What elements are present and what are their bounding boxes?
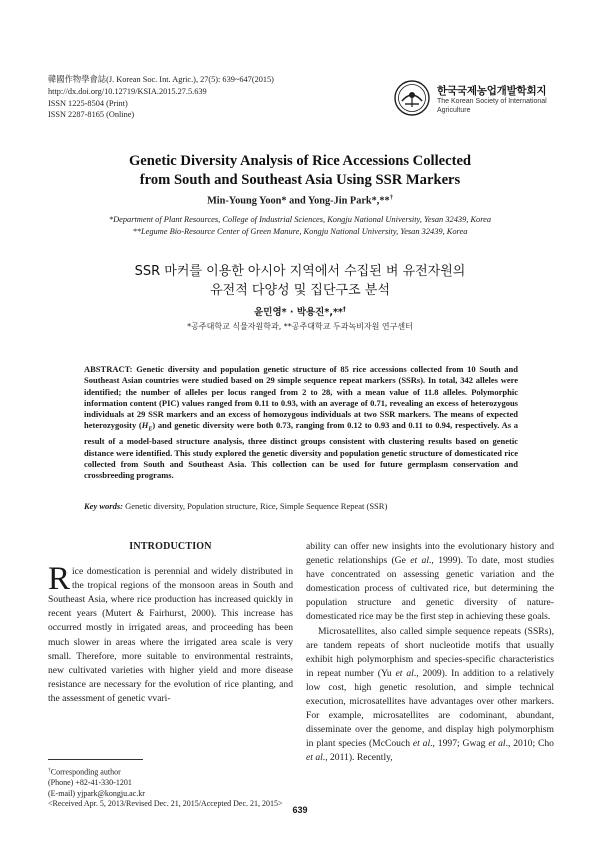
korean-author-names: 윤민영* · 박용진*,** xyxy=(254,307,343,318)
intro-paragraph-2 xyxy=(306,625,554,766)
body-column-left xyxy=(48,540,293,706)
author-names: Min-Young Yoon* and Yong-Jin Park*,** xyxy=(207,195,390,207)
abstract-text-1: Genetic diversity and population genetic structure of 85 rice accessions collected from 10 South and Southeast Asian countries were studied based on 29 simple sequence repeat markers (SSRs). In total, 342 alleles were identified; the number of alleles per locus ranged from 2 to 28, with a mean value of 11.8 alleles. Polymorphic information content (PIC) values ranged from 0.11 to 0.93, with an average of 0.71, revealing an excess of heterozygous individuals at 29 SSR markers and an excess of homozygous individuals at two SSR markers. The means of expected heterozygosity ( xyxy=(84,364,518,431)
korean-authors xyxy=(0,304,600,318)
intro-paragraph-2-b: ., 2009). In addition to a relatively low cost, high genetic resolution, and simple technical execution, microsatellites have advantages over other markers. For example, microsatellites are codominant, abundant, disseminate over the genome, and display high polymorphism in plant species (McCouch xyxy=(306,667,554,750)
article-title-line2: from South and Southeast Asia Using SSR Markers xyxy=(139,171,461,188)
intro-paragraph-1-continued xyxy=(306,540,554,625)
article-authors xyxy=(0,194,600,206)
korean-title xyxy=(0,262,600,300)
footnote xyxy=(48,765,283,810)
issn-online: ISSN 2287-8165 (Online) xyxy=(48,110,135,120)
intro-paragraph-1-end: ., 1999). To date, most studies have concentrated on assessing genetic variation and the domestication process of cultivated rice, but determining the population structure and genetic diversity of nature-domesticated rice may be the first step in achieving these goals. xyxy=(306,555,554,623)
doi-link[interactable]: http://dx.doi.org/10.12719/KSIA.2015.27.5.639 xyxy=(48,86,207,96)
intro-paragraph-2-e: ., 2011). Recently, xyxy=(322,752,393,764)
corresponding-mark: † xyxy=(389,194,393,201)
keywords xyxy=(84,501,518,512)
citation-etal-2: et al xyxy=(395,667,414,679)
intro-paragraph-1-continued-text: ability can offer new insights into the evolutionary history and genetic relationships (Ge xyxy=(306,541,554,567)
intro-paragraph-2-a: Microsatellites, also called simple sequence repeats (SSRs), are tandem repeats of short nucleotide motifs that usually exhibit high polymorphism and species-specific characteristics in repeat number (Yu xyxy=(306,625,554,679)
society-logo xyxy=(394,80,564,120)
drop-cap: R xyxy=(48,561,71,598)
affiliation-2: **Legume Bio-Resource Center of Green Manure, Kongju National University, Yesan 32439, Korea xyxy=(132,227,468,237)
body-column-right xyxy=(306,540,554,766)
society-english-name: The Korean Society of International Agriculture xyxy=(437,98,547,114)
keywords-text: Genetic diversity, Population structure, Rice, Simple Sequence Repeat (SSR) xyxy=(125,501,388,511)
korean-corresponding-mark: † xyxy=(342,305,346,313)
abstract-text-2: ) and genetic diversity were both 0.73, ranging from 0.12 to 0.93 and 0.11 to 0.94, respectively. As a result of a model-based structure analysis, three distinct groups consistent with clustering results based on genetic distance were identified. This study explored the genetic diversity and population genetic structure of domesticated rice collected from South and Southeast Asia. This collection can be used for future germplasm conservation and crossbreeding programs. xyxy=(84,420,518,481)
korean-title-line1: SSR 마커를 이용한 아시아 지역에서 수집된 벼 유전자원의 xyxy=(134,264,466,279)
journal-header xyxy=(48,74,274,121)
footnote-divider xyxy=(48,759,143,760)
abstract-label: ABSTRACT: xyxy=(84,364,133,374)
article-title xyxy=(0,152,600,189)
section-heading-introduction: INTRODUCTION xyxy=(129,541,212,552)
abstract xyxy=(84,364,518,482)
keywords-label: Key words: xyxy=(84,501,123,511)
korean-affiliation: *공주대학교 식물자원학과, **공주대학교 두과녹비자원 연구센터 xyxy=(187,322,413,331)
affiliations xyxy=(0,214,600,238)
he-subscript: E xyxy=(148,427,153,434)
he-symbol: H xyxy=(141,420,149,431)
society-korean-name: 한국국제농업개발학회지 xyxy=(437,85,547,97)
citation-etal-4: et al xyxy=(488,738,506,750)
issn-print: ISSN 1225-8504 (Print) xyxy=(48,98,128,108)
article-title-line1: Genetic Diversity Analysis of Rice Accessions Collected xyxy=(128,153,472,169)
footnote-mark: † xyxy=(48,767,51,773)
page-number: 639 xyxy=(292,805,308,815)
society-seal-icon xyxy=(394,80,430,116)
journal-citation: 韓國作物學會誌(J. Korean Soc. Int. Agric.), 27(5): 639~647(2015) xyxy=(48,75,274,84)
citation-etal: et al xyxy=(410,555,430,567)
footnote-dates: <Received Apr. 5, 2013/Revised Dec. 21, 2015/Accepted Dec. 21, 2015> xyxy=(48,799,283,809)
intro-paragraph-1-text: ice domestication is perennial and widely distributed in the tropical regions of the monsoon areas in South and Southeast Asia, where rice production has increased quickly in recent years (Mutert & Fairhurst, 2000). This increase has occurred mostly in irrigated areas, and proceeding has been much slower in areas where the irrigated area scale is very small. Therefore, more suitable to environmental restraints, new cultivated varieties with higher yield and more disease resistance are necessary for the evolution of rice planting, and the assessment of genetic vvari- xyxy=(48,566,293,704)
footnote-phone: (Phone) +82-41-330-1201 xyxy=(48,778,132,788)
footnote-corresponding: Corresponding author xyxy=(50,767,121,777)
citation-etal-5: et al xyxy=(306,752,323,764)
korean-title-line2: 유전적 다양성 및 집단구조 분석 xyxy=(210,283,390,298)
affiliation-1: *Department of Plant Resources, College of Industrial Sciences, Kongju National University, Yesan 32439, Korea xyxy=(108,215,492,224)
footnote-email: (E-mail) yjpark@kongju.ac.kr xyxy=(48,788,145,798)
citation-etal-3: et al xyxy=(412,738,431,750)
intro-paragraph-2-d: ., 2010; Cho xyxy=(505,738,554,750)
intro-paragraph-1 xyxy=(48,561,293,706)
intro-paragraph-2-c: ., 1997; Gwag xyxy=(430,738,489,750)
